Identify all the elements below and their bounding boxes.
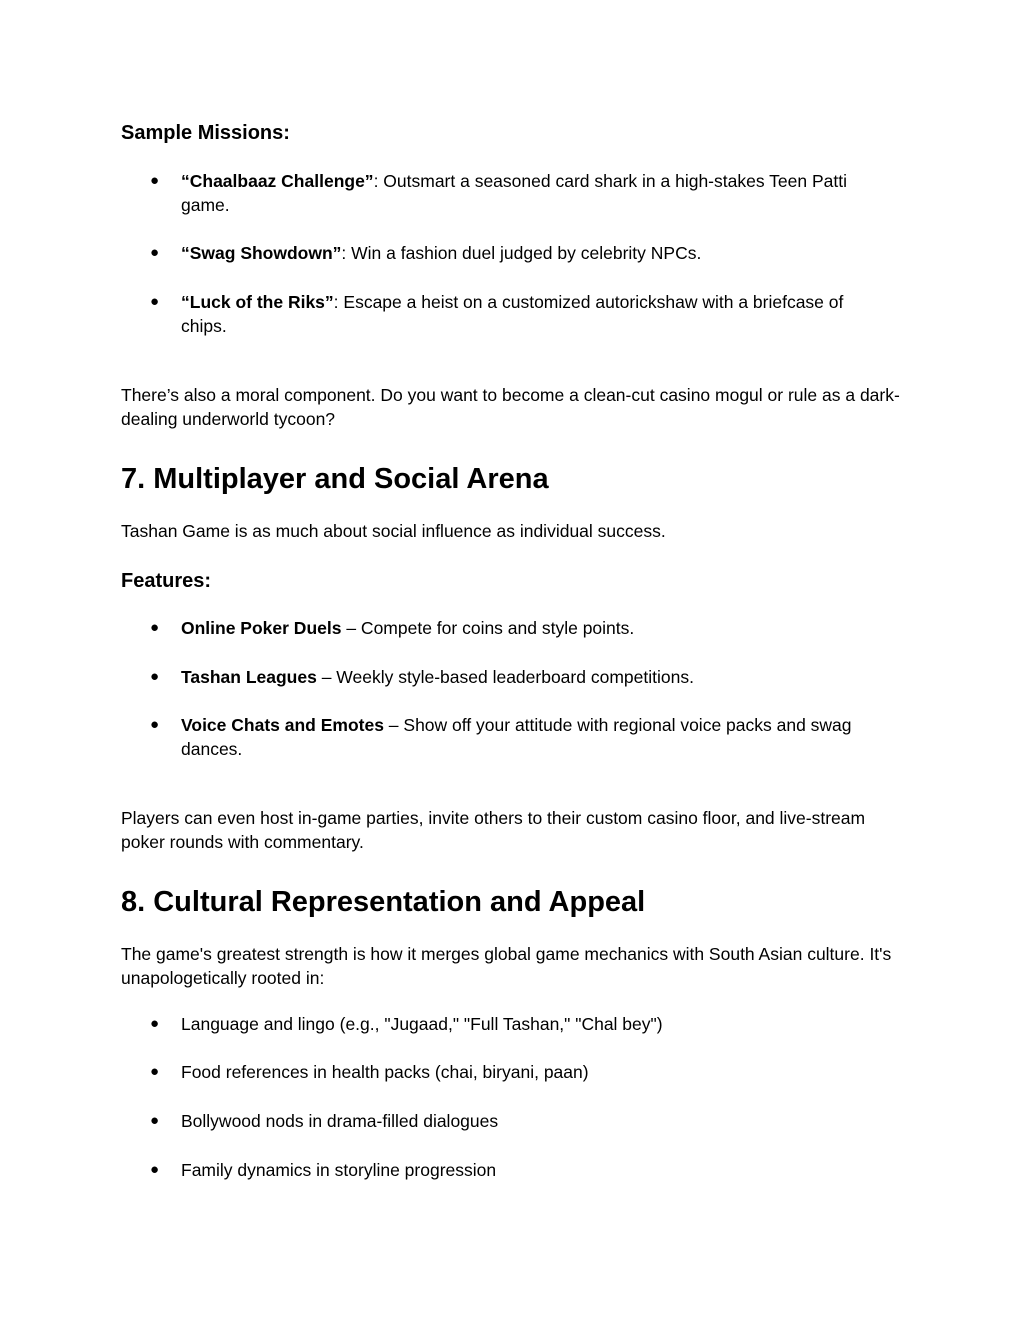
bullet-icon: ● <box>150 1063 160 1080</box>
bullet-icon: ● <box>150 244 160 261</box>
bullet-icon: ● <box>150 619 160 636</box>
bullet-icon: ● <box>150 1015 160 1032</box>
mission-text: : Win a fashion duel judged by celebrity NPCs. <box>341 243 702 263</box>
culture-item-text: Bollywood nods in drama-filled dialogues <box>181 1111 499 1131</box>
mission-text: : Escape a heist on a customized autorickshaw with a briefcase of chips. <box>181 292 844 336</box>
feature-text: – Compete for coins and style points. <box>341 618 635 638</box>
bullet-icon: ● <box>150 1112 160 1129</box>
sample-missions-heading: Sample Missions: <box>121 122 290 144</box>
bullet-icon: ● <box>150 716 160 733</box>
feature-text: – Weekly style-based leaderboard competitions. <box>316 667 694 687</box>
feature-title: Voice Chats and Emotes <box>181 715 384 735</box>
feature-title: Tashan Leagues <box>181 667 317 687</box>
section-7-intro: Tashan Game is as much about social influence as individual success. <box>121 521 666 541</box>
feature-title: Online Poker Duels <box>181 618 342 638</box>
mission-title: “Chaalbaaz Challenge” <box>181 171 374 191</box>
features-heading: Features: <box>121 570 212 592</box>
section-8-intro: The game's greatest strength is how it merges global game mechanics with South Asian culture. It's unapologetically rooted in: <box>121 944 892 988</box>
feature-text: – Show off your attitude with regional voice packs and swag dances. <box>181 715 852 759</box>
section-8-heading: 8. Cultural Representation and Appeal <box>121 886 646 918</box>
mission-text: : Outsmart a seasoned card shark in a high-stakes Teen Patti game. <box>181 171 847 215</box>
bullet-icon: ● <box>150 293 160 310</box>
section-7-closing: Players can even host in-game parties, invite others to their custom casino floor, and live-stream poker rounds with commentary. <box>121 808 866 852</box>
bullet-icon: ● <box>150 668 160 685</box>
culture-item-text: Language and lingo (e.g., "Jugaad," "Full Tashan," "Chal bey") <box>181 1014 663 1034</box>
bullet-icon: ● <box>150 172 160 189</box>
moral-paragraph: There’s also a moral component. Do you want to become a clean-cut casino mogul or rule as a dark-dealing underworld tycoon? <box>121 385 900 429</box>
bullet-icon: ● <box>150 1161 160 1178</box>
section-7-heading: 7. Multiplayer and Social Arena <box>121 463 549 495</box>
culture-item-text: Food references in health packs (chai, biryani, paan) <box>181 1062 589 1082</box>
culture-item-text: Family dynamics in storyline progression <box>181 1160 497 1180</box>
mission-title: “Swag Showdown” <box>181 243 342 263</box>
mission-title: “Luck of the Riks” <box>181 292 334 312</box>
